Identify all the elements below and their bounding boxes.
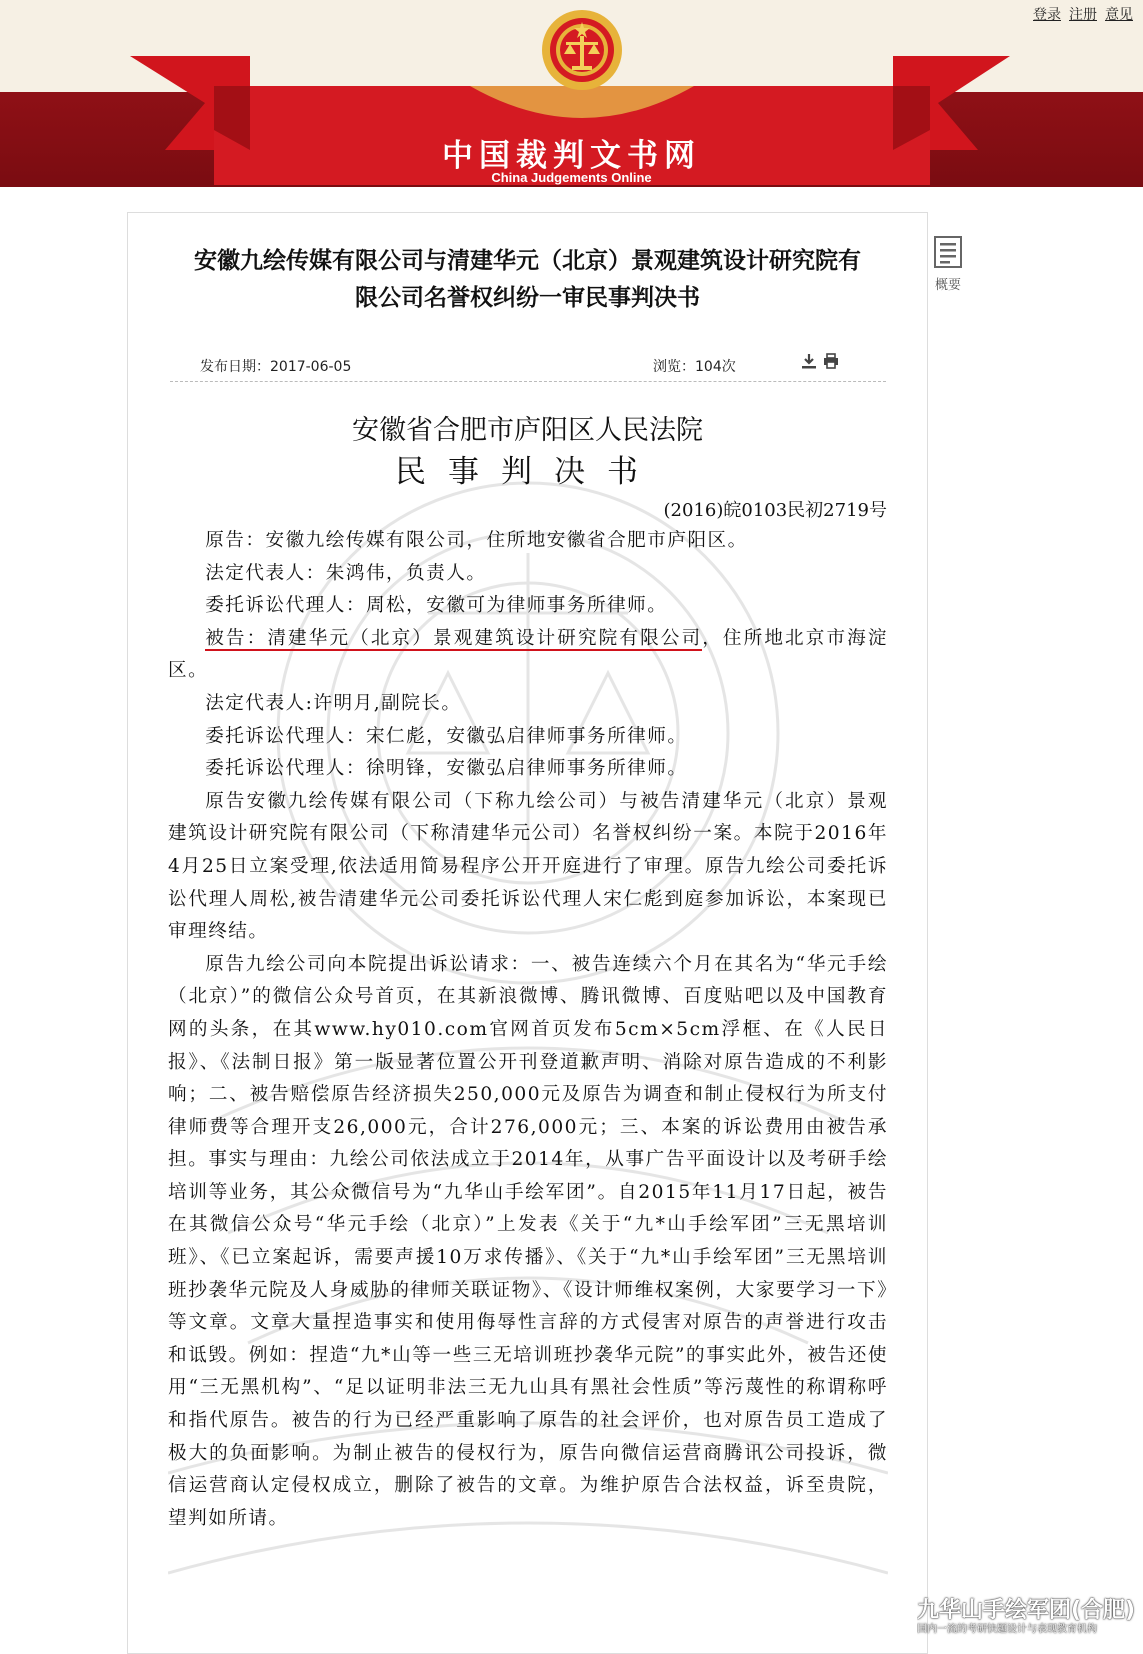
defendant-agent1-line: 委托诉讼代理人：宋仁彪，安徽弘启律师事务所律师。 bbox=[205, 725, 688, 747]
plaintiff-agent-line: 委托诉讼代理人：周松，安徽可为律师事务所律师。 bbox=[205, 595, 668, 617]
document-meta bbox=[168, 356, 888, 384]
publish-date: 发布日期：2017-06-05 bbox=[200, 359, 352, 375]
document-list-icon bbox=[934, 236, 962, 268]
defendant-agent2-line: 委托诉讼代理人：徐明锋，安徽弘启律师事务所律师。 bbox=[205, 758, 688, 780]
case-number: (2016)皖0103民初2719号 bbox=[663, 500, 887, 521]
site-subtitle: China Judgements Online bbox=[491, 170, 652, 185]
summary-tool[interactable] bbox=[928, 236, 968, 293]
plaintiff-rep-line: 法定代表人：朱鸿伟，负责人。 bbox=[205, 562, 487, 584]
brand-watermark-tagline: 国内一流的考研快题设计与表现教育机构 bbox=[917, 1624, 1097, 1635]
court-emblem-icon bbox=[540, 8, 624, 92]
top-links bbox=[1025, 4, 1133, 24]
document-body bbox=[168, 525, 888, 1535]
claims-paragraph: 原告九绘公司向本院提出诉讼请求：一、被告连续六个月在其名为“华元手绘（北京）”的微信公众号首页，在其新浪微博、腾讯微博、百度贴吧以及中国教育网的头条，在其www.hy010.com官网首页发布5cm×5cm浮框、在《人民日报》、《法制日报》第一版显著位置公开刊登道歉声明、消除对原告造成的不利影响；二、被告赔偿原告经济损失250,000元及原告为调查和制止侵权行为所支付律师费等合理开支26,000元，合计276,000元；三、本案的诉讼费用由被告承担。事实与理由：九绘公司依法成立于2014年，从事广告平面设计以及考研手绘培训等业务，其公众微信号为“九华山手绘军团”。自2015年11月17日起，被告在其微信公众号“华元手绘（北京）”上发表《关于“九*山手绘军团”三无黑培训班》、《已立案起诉，需要声援10万求传播》、《关于“九*山手绘军团”三无黑培训班抄袭华元院及人身威胁的律师关联证物》、《设计师维权案例，大家要学习一下》等文章。文章大量捏造事实和使用侮辱性言辞的方式侵害对原告的声誉进行攻击和诋毁。例如：捏造“九*山等一些三无培训班抄袭华元院”的事实此外，被告还使用“三无黑机构”、“足以证明非法三无九山具有黑社会性质”等污蔑性的称谓称呼和指代原告。被告的行为已经严重影响了原告的社会评价，也对原告员工造成了极大的负面影响。为制止被告的侵权行为，原告向微信运营商腾讯公司投诉，微信运营商认定侵权成立，删除了被告的文章。为维护原告合法权益，诉至贵院，望判如所请。 bbox=[168, 953, 888, 1529]
plaintiff-line: 原告：安徽九绘传媒有限公司，住所地安徽省合肥市庐阳区。 bbox=[205, 530, 748, 551]
login-link[interactable]: 登录 bbox=[1033, 6, 1061, 22]
document-title bbox=[128, 243, 927, 317]
feedback-link[interactable]: 意见 bbox=[1105, 6, 1133, 22]
case-paragraph: 原告安徽九绘传媒有限公司（下称九绘公司）与被告清建华元（北京）景观建筑设计研究院有限公司（下称清建华元公司）名誉权纠纷一案。本院于2016年4月25日立案受理,依法适用简易程序公开开庭进行了审理。原告九绘公司委托诉讼代理人周松,被告清建华元公司委托诉讼代理人宋仁彪到庭参加诉讼，本案现已审理终结。 bbox=[168, 790, 888, 943]
defendant-address: ，住所地北京市海淀区。 bbox=[168, 627, 888, 682]
defendant-line bbox=[168, 623, 888, 688]
document-title-line1: 安徽九绘传媒有限公司与清建华元（北京）景观建筑设计研究院有 bbox=[194, 248, 861, 274]
site-title: 中国裁判文书网 bbox=[442, 138, 701, 174]
defendant-rep-line: 法定代表人:许明月,副院长。 bbox=[205, 692, 462, 714]
meta-divider bbox=[170, 381, 886, 382]
document-type: 民事判决书 bbox=[395, 454, 660, 490]
print-icon[interactable] bbox=[822, 352, 840, 370]
summary-label: 概要 bbox=[934, 278, 961, 293]
view-count: 浏览：104次 bbox=[653, 359, 736, 375]
site-header bbox=[0, 0, 1143, 187]
court-name: 安徽省合肥市庐阳区人民法院 bbox=[352, 415, 703, 446]
brand-watermark-title: 九华山手绘军团(合肥) bbox=[917, 1598, 1136, 1623]
register-link[interactable]: 注册 bbox=[1069, 6, 1097, 22]
brand-watermark bbox=[917, 1593, 1143, 1635]
defendant-name-underlined: 被告：清建华元（北京）景观建筑设计研究院有限公司 bbox=[205, 627, 703, 649]
document-title-line2: 限公司名誉权纠纷一审民事判决书 bbox=[355, 285, 700, 311]
document-panel bbox=[127, 212, 928, 1654]
download-icon[interactable] bbox=[800, 352, 818, 370]
doc-tools bbox=[800, 352, 840, 374]
